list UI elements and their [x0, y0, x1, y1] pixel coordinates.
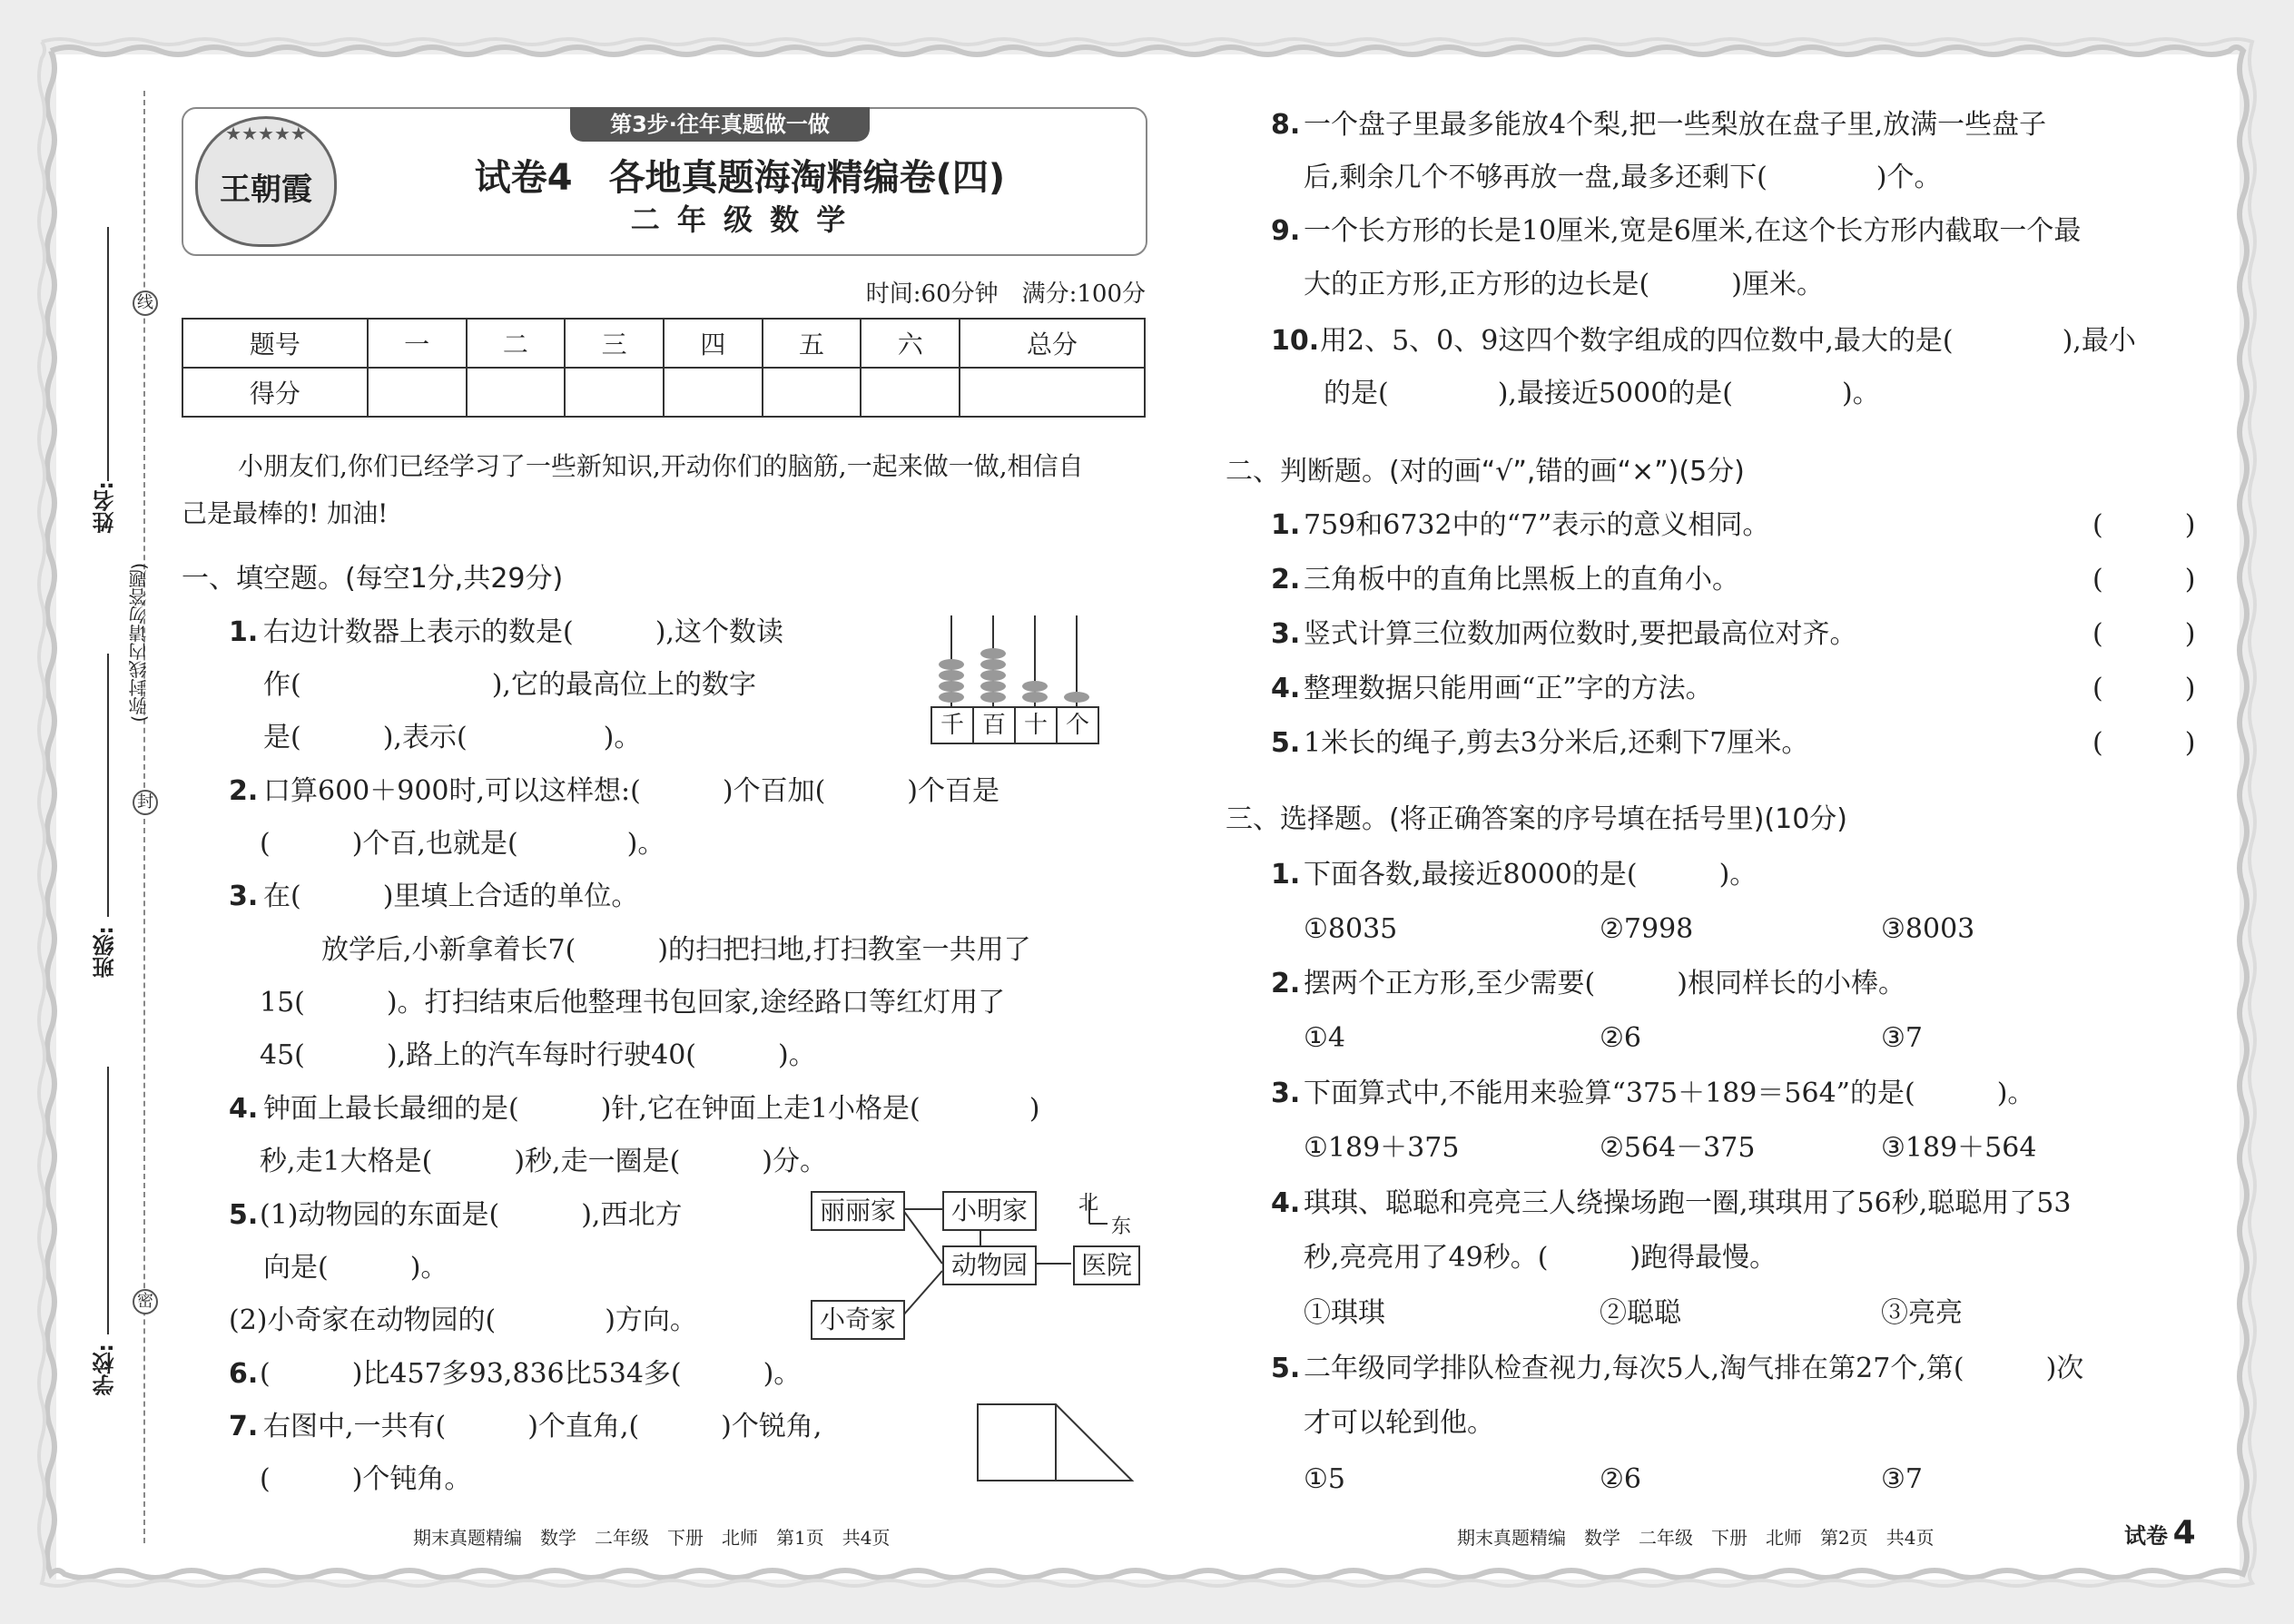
- choice-q5-line: 二年级同学排队检查视力,每次5人,淘气排在第27个,第( )次: [1304, 1353, 2084, 1384]
- q2-line: ( )个百,也就是( )。: [260, 828, 665, 860]
- footer-right: 期末真题精编 数学 二年级 下册 北师 第2页 共4页: [1457, 1527, 1935, 1549]
- abacus-label-ones: 个: [1065, 712, 1089, 739]
- abacus-bead: [1064, 692, 1089, 703]
- judge-answer-box[interactable]: ( ): [2092, 509, 2196, 541]
- choice-option: ②6: [1600, 1463, 1641, 1495]
- choice-option: ②7998: [1600, 913, 1694, 945]
- score-header-cell: 五: [763, 319, 861, 368]
- name-field[interactable]: [107, 227, 109, 481]
- paper-tag-label: 试卷: [2124, 1523, 2168, 1549]
- q4-number: 4.: [229, 1093, 259, 1125]
- choice-q3-text: 下面算式中,不能用来验算“375＋189＝564”的是( )。: [1304, 1078, 2035, 1109]
- choice-option: ③8003: [1881, 913, 1975, 945]
- score-header-cell: 三: [565, 319, 664, 368]
- q5-line: (2)小奇家在动物园的( )方向。: [229, 1304, 697, 1336]
- judge-text: 759和6732中的“7”表示的意义相同。: [1304, 509, 1770, 541]
- choice-q5-line: 才可以轮到他。: [1304, 1407, 1494, 1439]
- exam-subtitle: 二 年 级 数 学: [630, 202, 850, 237]
- section-1-title: 一、填空题。(每空1分,共29分): [182, 563, 564, 595]
- choice-q4-number: 4.: [1271, 1187, 1301, 1219]
- judge-answer-box[interactable]: ( ): [2092, 673, 2196, 704]
- score-label-cell: 得分: [182, 368, 368, 417]
- score-cell[interactable]: [861, 368, 960, 417]
- choice-q2-number: 2.: [1271, 968, 1301, 999]
- q5-line: 向是( )。: [263, 1252, 448, 1284]
- score-header-cell: 总分: [960, 319, 1145, 368]
- abacus-base: [930, 706, 1099, 744]
- map-node-xiaoqi-home: 小奇家: [811, 1300, 905, 1340]
- binding-note: (弥封线内请勿答题): [128, 563, 150, 723]
- score-table-header-row: [182, 319, 1145, 368]
- q1-line: 作( ),它的最高位上的数字: [263, 669, 756, 701]
- judge-text: 1米长的绳子,剪去3分米后,还剩下7厘米。: [1304, 727, 1809, 759]
- choice-option: ①5: [1304, 1463, 1345, 1495]
- paper-tag: [2124, 1514, 2196, 1551]
- q7-line: ( )个钝角。: [260, 1463, 472, 1495]
- exam-title: 试卷4 各地真题海淘精编卷(四): [474, 157, 1006, 199]
- abacus-label-hundreds: 百: [974, 708, 1016, 743]
- binding-mark-seal: 封: [133, 790, 158, 815]
- q5-number: 5.: [229, 1199, 259, 1231]
- choice-option: ③189＋564: [1881, 1132, 2037, 1164]
- q4-line: 钟面上最长最细的是( )针,它在钟面上走1小格是( ): [263, 1093, 1040, 1125]
- abacus: [930, 615, 1098, 743]
- score-cell[interactable]: [467, 368, 566, 417]
- choice-option: ②564－375: [1600, 1132, 1756, 1164]
- angle-figure: [976, 1403, 1135, 1484]
- time-info: 时间:60分钟 满分:100分: [865, 281, 1146, 308]
- judge-text: 整理数据只能用画“正”字的方法。: [1304, 673, 1713, 704]
- choice-option: ③亮亮: [1881, 1297, 1963, 1329]
- compass-east: 东: [1111, 1216, 1132, 1238]
- q10-number: 10.: [1271, 325, 1320, 357]
- section-2-title: 二、判断题。(对的画“√”,错的画“×”)(5分): [1226, 456, 1745, 487]
- judge-number: 5.: [1271, 727, 1301, 759]
- q3-number: 3.: [229, 881, 259, 912]
- choice-option: ①189＋375: [1304, 1132, 1460, 1164]
- name-label: 姓名:: [93, 481, 118, 534]
- q3-line: 15( )。打扫结束后他整理书包回家,途经路口等红灯用了: [260, 987, 1006, 1019]
- judge-number: 4.: [1271, 673, 1301, 704]
- logo-stars: ★★★★★: [225, 123, 307, 144]
- choice-q2-text: 摆两个正方形,至少需要( )根同样长的小棒。: [1304, 968, 1905, 999]
- school-label: 学校:: [93, 1343, 118, 1396]
- score-cell[interactable]: [664, 368, 763, 417]
- score-header-cell: 四: [664, 319, 763, 368]
- q2-line: 口算600＋900时,可以这样想:( )个百加( )个百是: [263, 775, 999, 807]
- judge-answer-box[interactable]: ( ): [2092, 727, 2196, 759]
- q7-number: 7.: [229, 1411, 259, 1442]
- choice-q1-text: 下面各数,最接近8000的是( )。: [1304, 859, 1757, 891]
- judge-text: 三角板中的直角比黑板上的直角小。: [1304, 564, 1739, 595]
- q8-line: 一个盘子里最多能放4个梨,把一些梨放在盘子里,放满一些盘子: [1304, 109, 2047, 141]
- section-3-title: 三、选择题。(将正确答案的序号填在括号里)(10分): [1226, 803, 1847, 835]
- abacus-bead: [939, 692, 964, 703]
- intro-line: 小朋友们,你们已经学习了一些新知识,开动你们的脑筋,一起来做一做,相信自: [238, 451, 1084, 481]
- choice-option: ③7: [1881, 1022, 1923, 1054]
- map-node-xiaoming-home: 小明家: [942, 1191, 1037, 1231]
- q6-line: ( )比457多93,836比534多( )。: [260, 1358, 802, 1390]
- judge-number: 2.: [1271, 564, 1301, 595]
- choice-option: ①8035: [1304, 913, 1398, 945]
- abacus-bead: [1022, 681, 1048, 692]
- map-node-lili-home: 丽丽家: [811, 1191, 905, 1231]
- judge-answer-box[interactable]: ( ): [2092, 618, 2196, 650]
- abacus-bead: [980, 681, 1006, 692]
- q4-line: 秒,走1大格是( )秒,走一圈是( )分。: [260, 1146, 827, 1177]
- abacus-bead: [1022, 692, 1048, 703]
- q8-line: 后,剩余几个不够再放一盘,最多还剩下( )个。: [1304, 162, 1942, 193]
- q3-line: 在( )里填上合适的单位。: [263, 881, 639, 912]
- map-node-hospital: 医院: [1073, 1245, 1140, 1285]
- abacus-bead: [980, 659, 1006, 670]
- judge-number: 3.: [1271, 618, 1301, 650]
- map-node-zoo: 动物园: [942, 1245, 1037, 1285]
- q9-line: 大的正方形,正方形的边长是( )厘米。: [1304, 269, 1824, 300]
- abacus-label-thousands: 千: [932, 708, 974, 743]
- q3-line: 放学后,小新拿着长7( )的扫把扫地,打扫教室一共用了: [321, 934, 1031, 966]
- score-table: [182, 318, 1146, 418]
- choice-q3-number: 3.: [1271, 1078, 1301, 1109]
- score-table-score-row: [182, 368, 1145, 417]
- choice-q1-number: 1.: [1271, 859, 1301, 891]
- choice-option: ③7: [1881, 1463, 1923, 1495]
- intro-line: 己是最棒的! 加油!: [182, 498, 389, 528]
- score-cell[interactable]: [565, 368, 664, 417]
- q1-line: 是( ),表示( )。: [263, 722, 642, 753]
- q8-number: 8.: [1271, 109, 1301, 141]
- q2-number: 2.: [229, 775, 259, 807]
- abacus-bead: [939, 670, 964, 681]
- q1-number: 1.: [229, 616, 259, 648]
- q1-line: 右边计数器上表示的数是( ),这个数读: [263, 616, 783, 648]
- choice-q5-number: 5.: [1271, 1353, 1301, 1384]
- abacus-label-tens: 十: [1016, 708, 1058, 743]
- q7-line: 右图中,一共有( )个直角,( )个锐角,: [263, 1411, 822, 1442]
- choice-option: ①琪琪: [1304, 1297, 1385, 1329]
- step-badge: 第3步·往年真题做一做: [570, 107, 870, 142]
- q5-line: (1)动物园的东面是( ),西北方: [260, 1199, 683, 1231]
- school-field[interactable]: [107, 1067, 109, 1334]
- abacus-bead: [980, 670, 1006, 681]
- binding-mark-line: 线: [133, 290, 158, 316]
- q9-line: 一个长方形的长是10厘米,宽是6厘米,在这个长方形内截取一个最: [1304, 215, 2082, 247]
- score-cell[interactable]: [368, 368, 467, 417]
- score-cell[interactable]: [960, 368, 1145, 417]
- logo: [195, 116, 337, 247]
- score-header-cell: 六: [861, 319, 960, 368]
- class-label: 班级:: [93, 926, 118, 979]
- q6-number: 6.: [229, 1358, 259, 1390]
- footer-left: 期末真题精编 数学 二年级 下册 北师 第1页 共4页: [413, 1527, 891, 1549]
- q9-number: 9.: [1271, 215, 1301, 247]
- score-header-cell: 一: [368, 319, 467, 368]
- score-header-cell: 题号: [182, 319, 368, 368]
- choice-q4-line: 秒,亮亮用了49秒。( )跑得最慢。: [1304, 1242, 1777, 1274]
- binding-mark-close: 密: [133, 1289, 158, 1314]
- paper-tag-number: 4: [2172, 1514, 2196, 1551]
- choice-q4-line: 琪琪、聪聪和亮亮三人绕操场跑一圈,琪琪用了56秒,聪聪用了53: [1304, 1187, 2072, 1219]
- q10-line: 用2、5、0、9这四个数字组成的四位数中,最大的是( ),最小: [1320, 325, 2136, 357]
- q3-line: 45( ),路上的汽车每时行驶40( )。: [260, 1039, 816, 1071]
- q10-line: 的是( ),最接近5000的是( )。: [1324, 378, 1880, 409]
- choice-option: ②聪聪: [1600, 1297, 1681, 1329]
- class-field[interactable]: [107, 654, 109, 917]
- score-cell[interactable]: [763, 368, 861, 417]
- abacus-bead: [939, 659, 964, 670]
- abacus-bead: [980, 692, 1006, 703]
- judge-text: 竖式计算三位数加两位数时,要把最高位对齐。: [1304, 618, 1857, 650]
- judge-number: 1.: [1271, 509, 1301, 541]
- score-header-cell: 二: [467, 319, 566, 368]
- judge-answer-box[interactable]: ( ): [2092, 564, 2196, 595]
- choice-option: ①4: [1304, 1022, 1345, 1054]
- choice-option: ②6: [1600, 1022, 1641, 1054]
- abacus-bead: [980, 648, 1006, 659]
- logo-text: 王朝霞: [220, 172, 312, 208]
- abacus-bead: [939, 681, 964, 692]
- compass-north: 北: [1078, 1192, 1099, 1215]
